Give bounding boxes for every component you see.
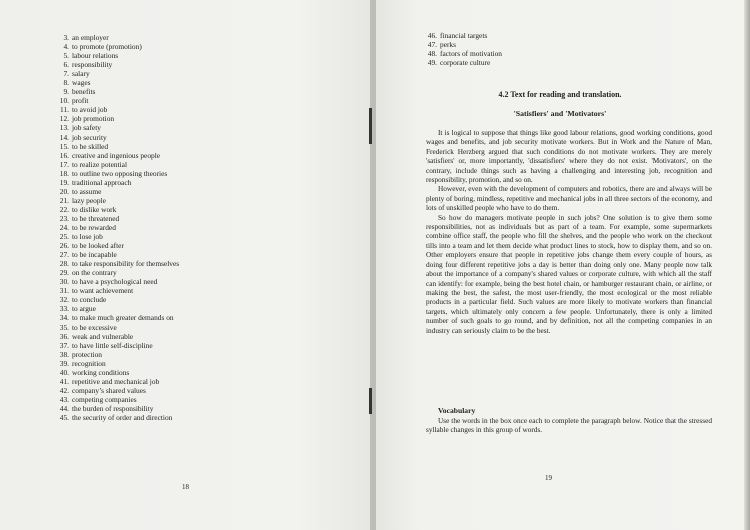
list-item [55, 395, 179, 404]
list-item [55, 60, 179, 69]
list-item-number: 26. [59, 241, 69, 251]
list-item-text: profit [72, 96, 89, 106]
list-item [55, 196, 179, 205]
list-item-number: 7. [63, 69, 69, 79]
list-item-text: to assume [72, 186, 102, 196]
gutter-binding-mark [369, 108, 372, 144]
list-item-text: to be rewarded [72, 222, 116, 232]
page-number-left: 18 [182, 483, 189, 491]
list-item [55, 323, 179, 332]
right-vocabulary-list [423, 31, 502, 67]
list-item [55, 42, 179, 51]
list-item [55, 214, 179, 223]
list-item-number: 12. [59, 114, 69, 124]
list-item-number: 43. [59, 394, 69, 404]
list-item [55, 142, 179, 151]
list-item [55, 241, 179, 250]
list-item-number: 21. [59, 195, 69, 205]
list-item-text: to make much greater demands on [72, 313, 174, 323]
list-item-number: 8. [63, 78, 69, 88]
list-item-number: 27. [59, 250, 69, 260]
list-item-text: perks [440, 40, 457, 50]
list-item-number: 5. [63, 51, 69, 61]
list-item-number: 47. [427, 40, 437, 50]
list-item-text: creative and ingenious people [72, 150, 161, 160]
article-body [426, 128, 712, 335]
list-item-text: weak and vulnerable [72, 331, 134, 341]
list-item-text: competing companies [72, 394, 137, 404]
list-item-text: to lose job [72, 232, 103, 242]
list-item-number: 15. [59, 141, 69, 151]
list-item-text: responsibility [72, 60, 113, 70]
list-item [55, 413, 179, 422]
paragraph: However, even with the development of computers and robotics, there are and always will be plenty of boring, mindless, repetitive and mechanical jobs in all three sectors of the economy, and lots of unskilled people who have to do them. [426, 184, 712, 213]
list-item-number: 28. [59, 259, 69, 269]
list-item-text: to be incapable [72, 250, 117, 260]
list-item [423, 40, 502, 49]
list-item [55, 359, 179, 368]
list-item [55, 259, 179, 268]
list-item-number: 19. [59, 177, 69, 187]
list-item-text: job safety [72, 123, 101, 133]
list-item [55, 151, 179, 160]
list-item-text: an employer [72, 33, 109, 42]
list-item-number: 22. [59, 204, 69, 214]
list-item [55, 386, 179, 395]
list-item-text: to avoid job [72, 105, 108, 115]
list-item [55, 87, 179, 96]
list-item [55, 313, 179, 322]
list-item [55, 250, 179, 259]
list-item-number: 44. [59, 403, 69, 413]
vocabulary-heading: Vocabulary [438, 406, 476, 415]
list-item [55, 295, 179, 304]
article-title: 'Satisfiers' and 'Motivators' [513, 109, 607, 118]
list-item-number: 31. [59, 286, 69, 296]
list-item-number: 34. [59, 313, 69, 323]
gutter-binding-mark [369, 388, 372, 414]
list-item-text: to be excessive [72, 322, 117, 332]
list-item-number: 29. [59, 268, 69, 278]
list-item [55, 160, 179, 169]
list-item-text: to be looked after [72, 241, 124, 251]
list-item [55, 169, 179, 178]
list-item [55, 178, 179, 187]
list-item-number: 32. [59, 295, 69, 305]
list-item-number: 35. [59, 322, 69, 332]
list-item [55, 105, 179, 114]
list-item-number: 49. [427, 58, 437, 68]
list-item-text: financial targets [440, 31, 488, 40]
list-item [55, 350, 179, 359]
list-item [55, 232, 179, 241]
page-edge [744, 0, 750, 530]
list-item-text: benefits [72, 87, 96, 97]
list-item [55, 377, 179, 386]
list-item-number: 16. [59, 150, 69, 160]
list-item-text: labour relations [72, 51, 119, 61]
list-item [55, 33, 179, 42]
list-item-text: lazy people [72, 195, 106, 205]
list-item [55, 332, 179, 341]
list-item-text: traditional approach [72, 177, 132, 187]
list-item-number: 42. [59, 385, 69, 395]
list-item-number: 23. [59, 213, 69, 223]
list-item [55, 205, 179, 214]
list-item [55, 341, 179, 350]
list-item-number: 30. [59, 277, 69, 287]
list-item-text: company’s shared values [72, 385, 146, 395]
list-item-number: 46. [427, 31, 437, 40]
list-item-number: 17. [59, 159, 69, 169]
list-item-number: 14. [59, 132, 69, 142]
list-item-number: 3. [63, 33, 69, 42]
list-item-text: to promote (promotion) [72, 42, 142, 52]
list-item-number: 33. [59, 304, 69, 314]
list-item-number: 39. [59, 358, 69, 368]
list-item-text: corporate culture [440, 58, 491, 68]
list-item-number: 40. [59, 367, 69, 377]
list-item-number: 36. [59, 331, 69, 341]
list-item-text: working conditions [72, 367, 130, 377]
list-item-number: 41. [59, 376, 69, 386]
list-item [55, 304, 179, 313]
list-item [55, 223, 179, 232]
list-item-text: the security of order and direction [72, 412, 173, 422]
list-item-number: 20. [59, 186, 69, 196]
list-item-text: to argue [72, 304, 96, 314]
list-item-number: 6. [63, 60, 69, 70]
list-item [55, 69, 179, 78]
list-item-number: 25. [59, 232, 69, 242]
list-item-text: salary [72, 69, 90, 79]
list-item-text: to realize potential [72, 159, 127, 169]
list-item-text: to have little self-discipline [72, 340, 153, 350]
left-vocabulary-list [55, 33, 179, 422]
list-item-text: recognition [72, 358, 106, 368]
paragraph: So how do managers motivate people in such jobs? One solution is to give them some responsibilities, not as individuals but as part of a team. For example, some supermarkets combine office staff, the people who fill the shelves, and the people who work on the checkout tills into a team and let them decide what product lines to stock, how to display them, and so on. Other employers ensure that people in repetitive jobs change them every couple of hours, as doing four different repetitive jobs a day is better than doing only one. Many people now talk about the importance of a company's shared values or corporate culture, with which all the staff can identify: for example, being the best hotel chain, or hamburger restaurant chain, or airline, or making the best, the safest, the most user-friendly, the most ecological or the most reliable products in a particular field. Such values are more likely to motivate workers than financial targets, which ultimately only concern a few people. Unfortunately, there is only a limited number of such goals to go round, and by definition, not all the competing companies in an industry can seriously claim to be the best. [426, 212, 712, 335]
list-item-number: 9. [63, 87, 69, 97]
list-item [55, 368, 179, 377]
list-item-text: the burden of responsibility [72, 403, 154, 413]
list-item-number: 24. [59, 222, 69, 232]
list-item-number: 38. [59, 349, 69, 359]
list-item [423, 58, 502, 67]
list-item [55, 96, 179, 105]
list-item [55, 51, 179, 60]
list-item-number: 11. [60, 105, 69, 115]
list-item-number: 48. [427, 49, 437, 59]
list-item [55, 286, 179, 295]
list-item-text: protection [72, 349, 102, 359]
list-item [423, 31, 502, 40]
list-item-text: to want achievement [72, 286, 134, 296]
section-title: 4.2 Text for reading and translation. [498, 90, 622, 99]
list-item-number: 4. [63, 42, 69, 52]
list-item-text: factors of motivation [440, 49, 502, 59]
list-item [55, 187, 179, 196]
list-item [55, 268, 179, 277]
list-item [55, 277, 179, 286]
list-item-text: to take responsibility for themselves [72, 259, 180, 269]
list-item-number: 45. [59, 412, 69, 422]
list-item-text: job security [72, 132, 107, 142]
vocabulary-instructions: Use the words in the box once each to complete the paragraph below. Notice that the stressed syllable changes in this group of words. [426, 416, 712, 435]
list-item-number: 13. [59, 123, 69, 133]
list-item-text: repetitive and mechanical job [72, 376, 160, 386]
paragraph: It is logical to suppose that things like good labour relations, good working conditions, good wages and benefits, and job security motivate workers. But in Work and the Nature of Man, Frederick Herzberg argued that such conditions do not motivate workers. They are merely 'satisfiers' or, more importantly, 'dissatisfiers' where they do not exist. 'Motivators', on the contrary, include things such as having a challenging and interesting job, recognition and responsibility, promotion, and so on. [426, 128, 712, 185]
list-item [55, 114, 179, 123]
list-item-number: 37. [59, 340, 69, 350]
book-gutter [370, 0, 376, 530]
list-item [55, 123, 179, 132]
list-item-text: on the contrary [72, 268, 117, 278]
list-item-text: to be skilled [72, 141, 109, 151]
list-item-text: to be threatened [72, 213, 120, 223]
list-item [423, 49, 502, 58]
list-item-text: to outline two opposing theories [72, 168, 168, 178]
list-item-text: wages [72, 78, 91, 88]
list-item-text: job promotion [72, 114, 115, 124]
list-item [55, 404, 179, 413]
list-item [55, 78, 179, 87]
list-item-text: to conclude [72, 295, 107, 305]
list-item-number: 10. [59, 96, 69, 106]
list-item-text: to dislike work [72, 204, 117, 214]
list-item-text: to have a psychological need [72, 277, 158, 287]
list-item [55, 133, 179, 142]
list-item-number: 18. [59, 168, 69, 178]
page-number-right: 19 [545, 474, 552, 482]
